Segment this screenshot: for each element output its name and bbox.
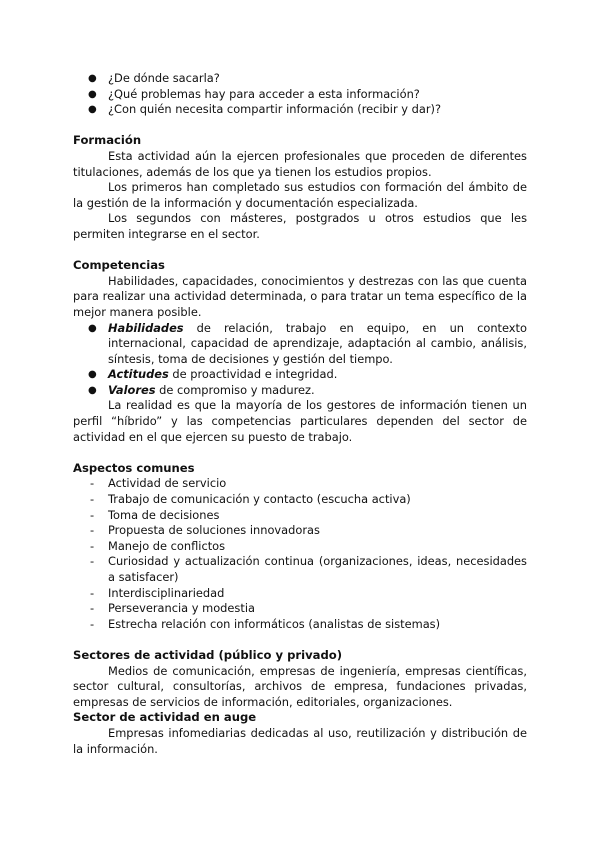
formacion-paragraph: Esta actividad aún la ejercen profesionales que proceden de diferentes titulaciones, además de los que ya tienen los estudios propios.: [73, 148, 527, 179]
spacer: [73, 118, 527, 134]
list-item: - Interdisciplinariedad: [90, 585, 225, 600]
auge-paragraph: Empresas infomediarias dedicadas al uso, reutilización y distribución de la información.: [73, 725, 527, 756]
dash-icon: -: [90, 538, 95, 553]
dash-icon: -: [90, 476, 95, 491]
list-item: ● ¿Con quién necesita compartir información (recibir y dar)?: [88, 102, 442, 117]
list-item: ● ¿Qué problemas hay para acceder a esta información?: [88, 86, 420, 101]
dash-icon: -: [90, 554, 95, 569]
list-item: ● ¿De dónde sacarla?: [88, 71, 220, 85]
spacer: [73, 243, 527, 259]
dash-icon: -: [90, 601, 95, 616]
bullet-icon: ●: [88, 88, 97, 100]
list-item: - Estrecha relación con informáticos (analistas de sistemas): [90, 616, 441, 631]
aspectos-list: [73, 476, 527, 632]
list-item: - Actividad de servicio: [90, 476, 227, 491]
list-item: ● Habilidades de relación, trabajo en equipo, en un contexto internacional, capacidad de aprendizaje, adaptación al cambio, análisis, síntesis, toma de decisiones y gestión del tiempo.: [88, 320, 527, 366]
spacer: [73, 445, 527, 461]
competencias-intro: Habilidades, capacidades, conocimientos y destrezas con las que cuenta para realizar una actividad determinada, o para tratar un tema específico de la mejor manera posible.: [73, 273, 527, 319]
dash-icon: -: [90, 523, 95, 538]
term: Valores: [108, 382, 156, 397]
section-heading-aspectos: Aspectos comunes: [73, 460, 195, 475]
term: Actitudes: [108, 367, 169, 382]
document-content: [73, 71, 527, 757]
dash-icon: -: [90, 507, 95, 522]
bullet-icon: ●: [88, 73, 97, 84]
sectores-paragraph: Medios de comunicación, empresas de ingeniería, empresas científicas, sector cultural, consultorías, archivos de empresa, fundaciones privadas, empresas de servicios de información, editoriales, organizaciones.: [73, 663, 527, 709]
list-item: ● Actitudes de proactividad e integridad.: [88, 367, 338, 382]
bullet-icon: ●: [88, 369, 97, 381]
list-item: - Curiosidad y actualización continua (organizaciones, ideas, necesidades a satisfacer): [90, 554, 527, 584]
list-item: - Manejo de conflictos: [90, 538, 226, 553]
list-item: - Propuesta de soluciones innovadoras: [90, 523, 320, 538]
term: Habilidades: [108, 320, 184, 335]
section-heading-formacion: Formación: [73, 133, 142, 148]
list-item: ● Valores de compromiso y madurez.: [88, 382, 315, 397]
list-item: - Trabajo de comunicación y contacto (escucha activa): [90, 492, 411, 507]
dash-icon: -: [90, 616, 95, 631]
formacion-paragraph: Los segundos con másteres, postgrados u otros estudios que les permiten integrarse en el sector.: [73, 211, 527, 241]
spacer: [73, 632, 527, 648]
section-heading-sectores: Sectores de actividad (público y privado): [73, 647, 343, 662]
list-item: - Perseverancia y modestia: [90, 601, 255, 616]
formacion-paragraph: Los primeros han completado sus estudios con formación del ámbito de la gestión de la información y documentación especializada.: [73, 180, 527, 210]
intro-question-list: [73, 71, 527, 118]
bullet-icon: ●: [88, 104, 97, 116]
competencias-closing: La realidad es que la mayoría de los gestores de información tienen un perfil “híbrido” y las competencias particulares dependen del sector de actividad en el que ejercen su puesto de trabajo.: [73, 398, 527, 444]
bullet-icon: ●: [88, 384, 97, 396]
section-heading-competencias: Competencias: [73, 258, 165, 273]
section-heading-auge: Sector de actividad en auge: [73, 710, 257, 725]
bullet-icon: ●: [88, 322, 97, 334]
dash-icon: -: [90, 585, 95, 600]
dash-icon: -: [90, 492, 95, 507]
competencias-list: [73, 321, 527, 399]
list-item: - Toma de decisiones: [90, 507, 220, 522]
